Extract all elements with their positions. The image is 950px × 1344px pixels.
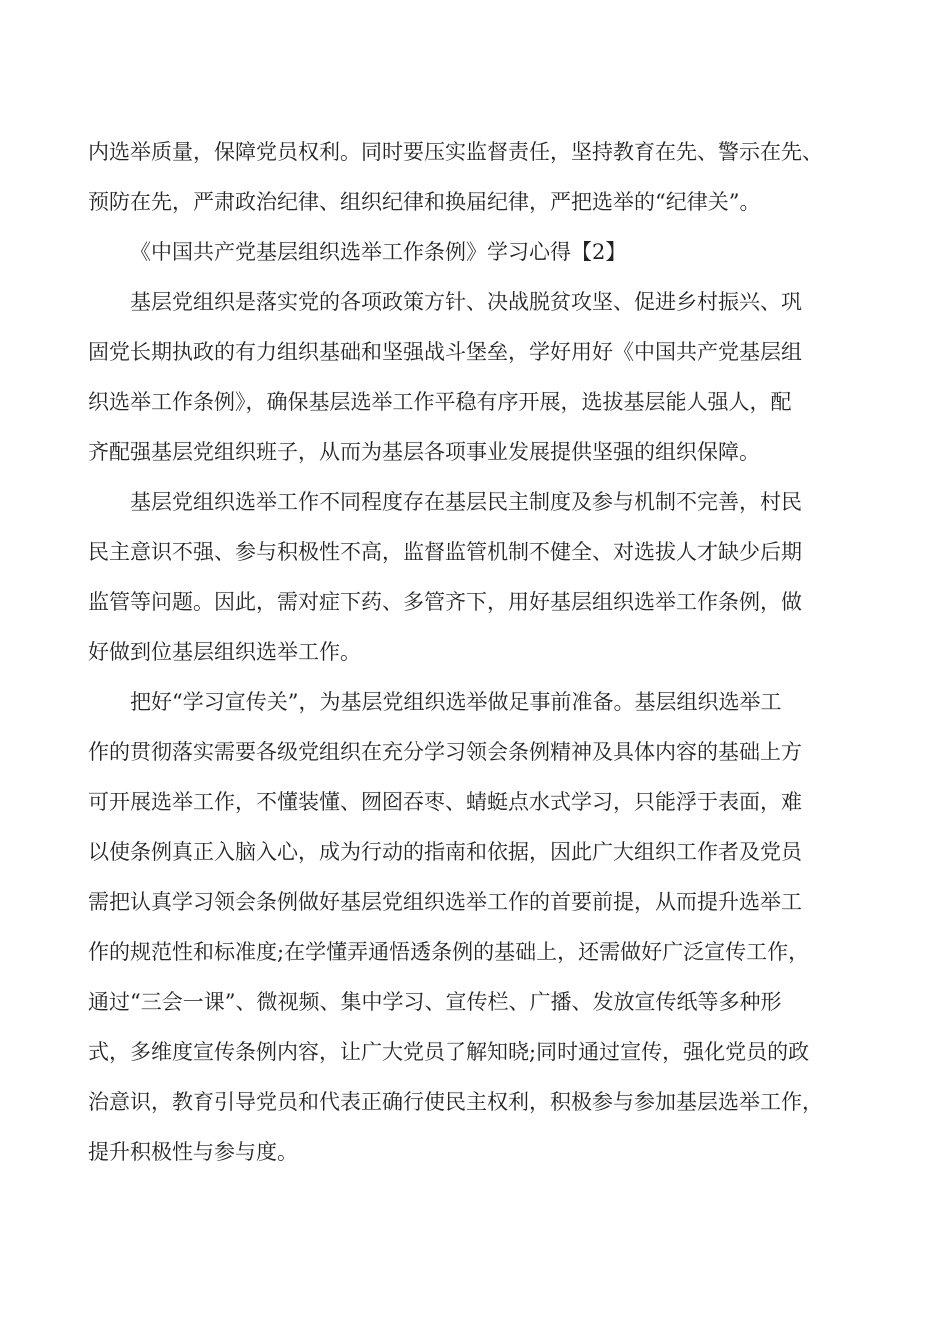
- paragraph-line: 可开展选举工作，不懂装懂、囫囵吞枣、蜻蜓点水式学习，只能浮于表面，难: [88, 790, 802, 814]
- paragraph-line: 基层党组织选举工作不同程度存在基层民主制度及参与机制不完善，村民: [130, 490, 802, 514]
- paragraph-line: 通过“三会一课”、微视频、集中学习、宣传栏、广播、发放宣传纸等多种形: [88, 990, 782, 1014]
- paragraph-line: 作的贯彻落实需要各级党组织在充分学习领会条例精神及具体内容的基础上方: [88, 740, 802, 764]
- paragraph-line: 监管等问题。因此，需对症下药、多管齐下，用好基层组织选举工作条例，做: [88, 590, 802, 614]
- paragraph-line: 把好“学习宣传关”，为基层党组织选举做足事前准备。基层组织选举工: [130, 690, 782, 714]
- paragraph-line: 好做到位基层组织选举工作。: [88, 640, 361, 664]
- paragraph-line: 固党长期执政的有力组织基础和坚强战斗堡垒，学好用好《中国共产党基层组: [88, 340, 802, 364]
- paragraph-line: 治意识，教育引导党员和代表正确行使民主权利，积极参与参加基层选举工作，: [88, 1090, 823, 1114]
- paragraph-line: 内选举质量，保障党员权利。同时要压实监督责任，坚持教育在先、警示在先、: [88, 140, 823, 164]
- paragraph-line: 预防在先，严肃政治纪律、组织纪律和换届纪律，严把选举的“纪律关”。: [88, 190, 761, 214]
- paragraph-line: 齐配强基层党组织班子，从而为基层各项事业发展提供坚强的组织保障。: [88, 440, 760, 464]
- paragraph-line: 提升积极性与参与度。: [88, 1140, 298, 1164]
- paragraph-line: 民主意识不强、参与积极性不高，监督监管机制不健全、对选拔人才缺少后期: [88, 540, 802, 564]
- paragraph-line: 以使条例真正入脑入心，成为行动的指南和依据，因此广大组织工作者及党员: [88, 840, 802, 864]
- paragraph-line: 需把认真学习领会条例做好基层党组织选举工作的首要前提，从而提升选举工: [88, 890, 802, 914]
- paragraph-line: 式，多维度宣传条例内容，让广大党员了解知晓;同时通过宣传，强化党员的政: [88, 1040, 810, 1064]
- section-heading: 《中国共产党基层组织选举工作条例》学习心得【2】: [130, 240, 627, 264]
- paragraph-line: 作的规范性和标准度;在学懂弄通悟透条例的基础上，还需做好广泛宣传工作，: [88, 940, 810, 964]
- paragraph-line: 基层党组织是落实党的各项政策方针、决战脱贫攻坚、促进乡村振兴、巩: [130, 290, 802, 314]
- paragraph-line: 织选举工作条例》，确保基层选举工作平稳有序开展，选拔基层能人强人，配: [88, 390, 792, 414]
